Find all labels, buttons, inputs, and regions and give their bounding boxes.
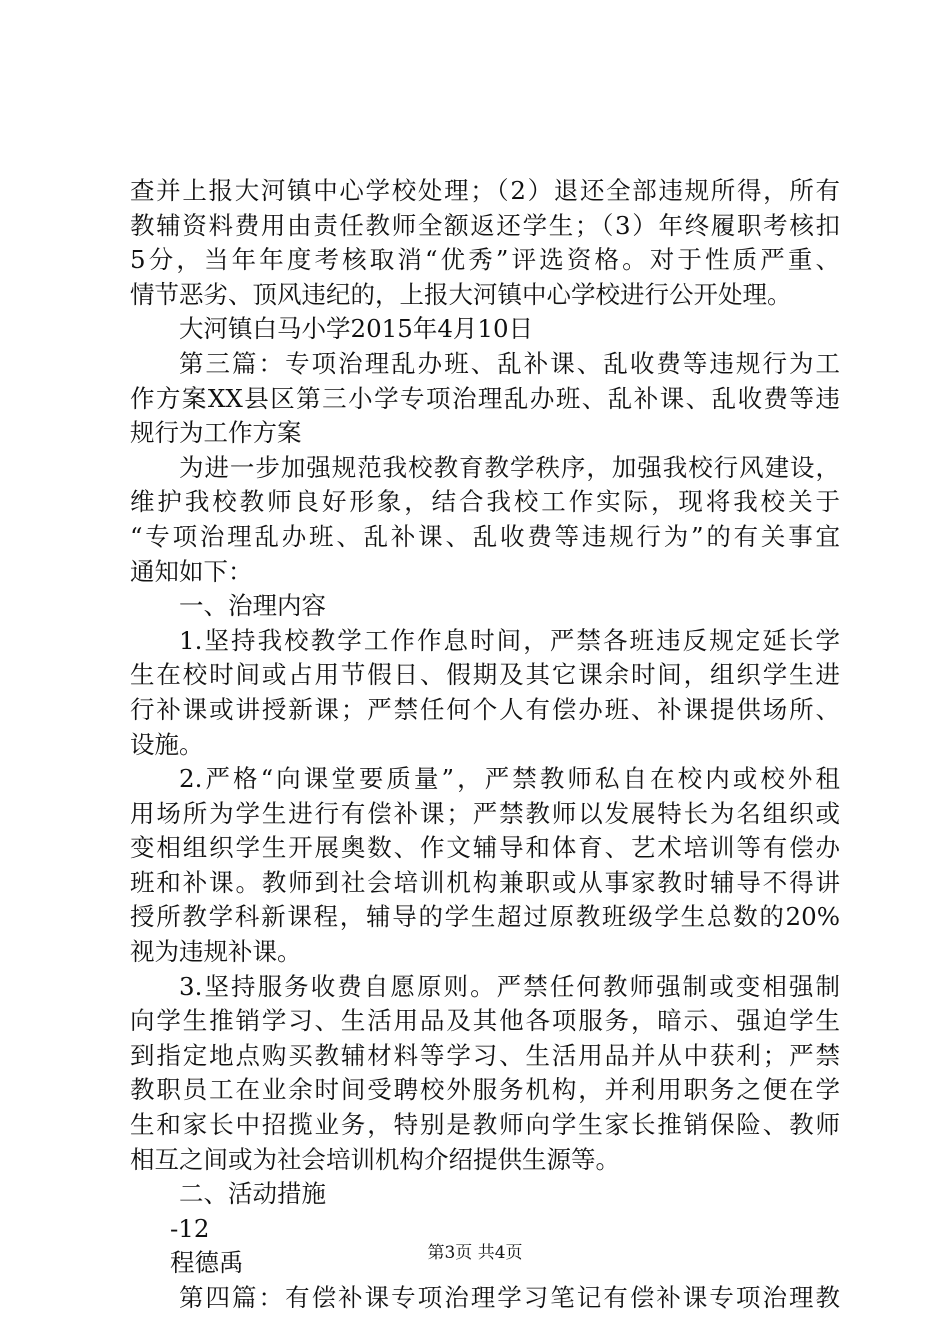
paragraph-line: 到指定地点购买教辅材料等学习、生活用品并从中获利；严禁: [130, 1040, 840, 1070]
paragraph-line: “专项治理乱办班、乱补课、乱收费等违规行为”的有关事宜: [130, 521, 840, 551]
section-heading-line: 作方案XX县区第三小学专项治理乱办班、乱补课、乱收费等违: [130, 383, 840, 413]
paragraph-line: 设施。: [130, 729, 204, 759]
text-line: 查并上报大河镇中心学校处理；（2）退还全部违规所得，所有: [130, 176, 840, 205]
paragraph-line: 教职员工在业余时间受聘校外服务机构，并利用职务之便在学: [130, 1075, 840, 1105]
text-line: -12: [170, 1213, 210, 1243]
paragraph-line: 生在校时间或占用节假日、假期及其它课余时间，组织学生进: [130, 660, 840, 690]
subheading-line: 二、活动措施: [179, 1179, 326, 1209]
paragraph-line: 为进一步加强规范我校教育教学秩序，加强我校行风建设，: [179, 452, 840, 482]
paragraph-line: 2.严格“向课堂要质量”，严禁教师私自在校内或校外租: [179, 764, 840, 794]
paragraph-line: 维护我校教师良好形象，结合我校工作实际，现将我校关于: [130, 487, 840, 517]
section-heading-line: 第四篇：有偿补课专项治理学习笔记有偿补课专项治理教: [179, 1283, 840, 1312]
section-heading-line: 第三篇：专项治理乱办班、乱补课、乱收费等违规行为工: [179, 348, 840, 378]
paragraph-line: 班和补课。教师到社会培训机构兼职或从事家教时辅导不得讲: [130, 867, 840, 897]
paragraph-line: 向学生推销学习、生活用品及其他各项服务，暗示、强迫学生: [130, 1006, 840, 1036]
paragraph-line: 行补课或讲授新课；严禁任何个人有偿办班、补课提供场所、: [130, 694, 840, 724]
text-line: 情节恶劣、顶风违纪的，上报大河镇中心学校进行公开处理。: [130, 279, 792, 309]
text-line: 5分，当年年度考核取消“优秀”评选资格。对于性质严重、: [130, 245, 840, 275]
text-line: 教辅资料费用由责任教师全额返还学生；（3）年终履职考核扣: [130, 210, 840, 240]
signature-date-line: 大河镇白马小学2015年4月10日: [179, 314, 534, 344]
author-name-line: 程德禹: [170, 1248, 244, 1278]
document-body: [130, 174, 840, 1316]
paragraph-line: 用场所为学生进行有偿补课；严禁教师以发展特长为名组织或: [130, 798, 840, 828]
paragraph-line: 通知如下：: [130, 556, 253, 586]
paragraph-line: 3.坚持服务收费自愿原则。严禁任何教师强制或变相强制: [179, 971, 840, 1001]
subheading-line: 一、治理内容: [179, 591, 326, 621]
paragraph-line: 变相组织学生开展奥数、作文辅导和体育、艺术培训等有偿办: [130, 833, 840, 863]
paragraph-line: 生和家长中招揽业务，特别是教师向学生家长推销保险、教师: [130, 1110, 840, 1140]
paragraph-line: 视为违规补课。: [130, 937, 302, 967]
paragraph-line: 相互之间或为社会培训机构介绍提供生源等。: [130, 1144, 620, 1174]
paragraph-line: 授所教学科新课程，辅导的学生超过原教班级学生总数的20%: [130, 902, 840, 932]
page-footer: [0, 1242, 950, 1264]
section-heading-line: 规行为工作方案: [130, 418, 302, 448]
paragraph-line: 1.坚持我校教学工作作息时间，严禁各班违反规定延长学: [179, 625, 840, 655]
page-number-label: 第3页 共4页: [427, 1243, 523, 1263]
